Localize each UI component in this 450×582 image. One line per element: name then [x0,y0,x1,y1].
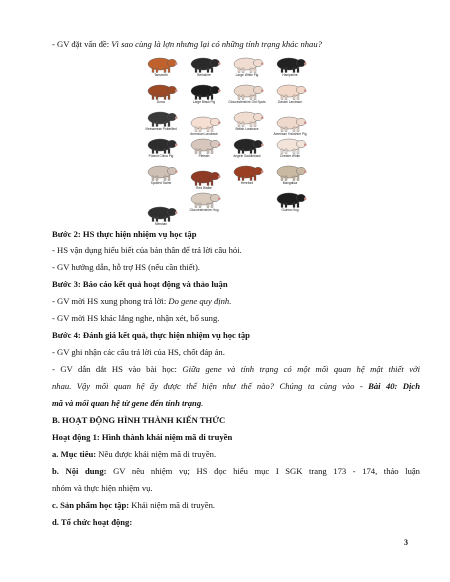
lesson-title-part-2: mã và mối quan hệ từ gene đến tính trạng [52,398,202,408]
pig-breed-label: Gloucestershire Hog [189,208,219,212]
pig-breed-label: Mangalica [282,181,298,185]
pig-image [230,55,264,73]
pig-breed-label: Guinea Hog [281,208,299,212]
pig-breed-label: Large Black Pig [192,100,216,104]
lesson-title-end: . [201,398,204,408]
pig-breed-label: Tamworth [154,73,168,77]
pig-breed-label: American Landrace [190,132,218,137]
step2-line-1: - HS vận dụng hiểu biết của bản thân để trả lời câu hỏi. [52,245,242,255]
pig-image [187,168,221,186]
page-number: 3 [404,538,408,547]
pig-breed-label: Gloucestershire Old Spots [228,100,266,104]
pig-image [187,136,221,154]
objective-label: a. Mục tiêu: [52,449,97,459]
pig-image [273,190,307,208]
pig-image [273,136,307,154]
product-text: Khái niệm mã di truyền. [129,500,216,510]
step4-line-2-italic: Giữa gene và tính trạng có một mối quan hệ mật thiết với [182,364,420,374]
pig-image [230,109,264,127]
pig-breed-label: Meishan [154,221,168,226]
content-line [52,466,420,477]
lesson-title-part-1: Bài 40: Dịch [368,381,420,391]
step4-line-2-prefix: - GV dẫn dắt HS vào bài học: [52,364,183,374]
pig-image [144,163,178,181]
content-label: b. Nội dung: [52,466,107,476]
content-line-2: nhóm và thực hiện nhiệm vụ. [52,483,153,493]
pig-breed-label: Angeln Saddleback [233,154,261,158]
step2-line-2: - GV hướng dẫn, hỗ trợ HS (nếu cần thiết). [52,262,200,272]
pig-image [187,190,221,208]
pig-breed-label: American Yorkshire Pig [273,132,307,137]
step2-heading: Bước 2: HS thực hiện nhiệm vụ học tập [52,229,197,239]
pig-image [230,136,264,154]
step3-line-1-answer: Do gene quy định. [168,296,232,306]
objective-line [52,449,420,460]
pig-breed-label: Hereford [240,181,254,185]
activity-1-heading: Hoạt động 1: Hình thành khái niệm mã di truyền [52,432,233,442]
step4-line-2 [52,364,420,375]
step4-line-1: - GV ghi nhận các câu trả lời của HS, chốt đáp án. [52,347,225,357]
pig-breed-label: Hampshire [282,73,298,77]
pig-breeds-figure [140,55,312,226]
pig-breed-label: Spotted Swine [150,181,172,185]
pig-image [144,204,178,222]
pig-image [187,55,221,73]
pig-image [273,82,307,100]
pig-image [187,82,221,100]
pig-image [144,55,178,73]
pig-breed-label: Red Wattle [196,186,212,191]
product-label: c. Sản phẩm học tập: [52,500,130,510]
step3-line-1-prefix: - GV mời HS xung phong trả lời: [52,296,169,306]
pig-breed-label: Poland China Pig [148,154,174,158]
step3-line-2: - GV mời HS khác lắng nghe, nhận xét, bổ sung. [52,313,220,323]
pig-image [144,136,178,154]
pig-breed-label: Chester White [279,154,301,158]
intro-line [52,39,420,50]
step4-line-4 [52,398,420,409]
organization-label: d. Tổ chức hoạt động: [52,517,133,527]
pig-image [230,163,264,181]
pig-breed-label: British Landrace [235,127,259,131]
step4-heading: Bước 4: Đánh giá kết quả, thực hiện nhiệm vụ học tập [52,330,250,340]
step4-line-3 [52,381,420,392]
pig-image [144,82,178,100]
pig-breed-label: Vietnamese Potbellied [145,127,177,131]
content-text: GV nêu nhiệm vụ; HS đọc hiểu mục I SGK trang 173 - 174, thảo luận [106,466,420,476]
pig-breed-label: Berkshire [197,73,211,77]
intro-question: Vì sao cùng là lợn nhưng lại có những tính trạng khác nhau? [111,39,322,49]
pig-breed-label: Large White Pig [235,73,259,77]
pig-breed-label: Danish Landrace [277,100,303,104]
pig-image [230,82,264,100]
pig-breed-label: Duroc [156,100,166,104]
pig-image [144,109,178,127]
pig-image [273,163,307,181]
step4-line-3-italic: nhau. Vậy mối quan hệ ấy được thể hiện như thế nào? Chúng ta cùng vào - [52,381,369,391]
pig-image [187,114,221,132]
pig-image [273,55,307,73]
product-line [52,500,420,511]
pig-breed-label: Pietrain [198,154,210,158]
intro-prefix: - GV đặt vấn đề: [52,39,112,49]
section-b-heading: B. HOẠT ĐỘNG HÌNH THÀNH KIẾN THỨC [52,415,226,425]
step3-line-1 [52,296,420,307]
step3-heading: Bước 3: Báo cáo kết quả hoạt động và thảo luận [52,279,228,289]
objective-text: Nêu được khái niệm mã di truyền. [96,449,217,459]
pig-image [273,114,307,132]
